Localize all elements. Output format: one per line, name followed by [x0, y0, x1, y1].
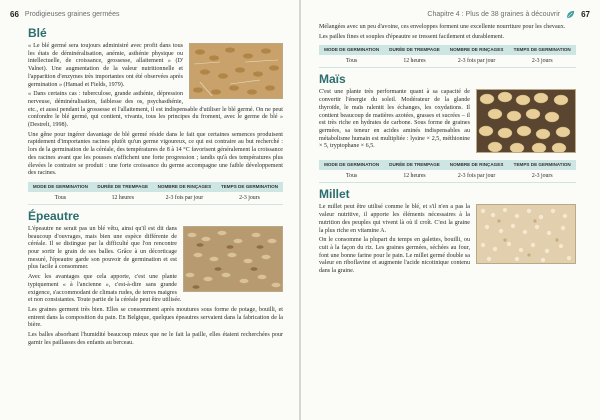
- table-header: TEMPS DE GERMINATION: [508, 45, 576, 55]
- heading-ble: Blé: [28, 26, 47, 40]
- table-cell: 2-3 jours: [508, 170, 576, 183]
- heading-millet: Millet: [319, 187, 350, 202]
- table-header: DURÉE DE TREMPAGE: [384, 160, 444, 170]
- table-cell: 2-3 fois par jour: [445, 55, 509, 68]
- mais-paragraph-1: C'est une plante très performante quant à sa capacité de convertir l'énergie du soleil. Modérateur de la glande thyroïde, le maïs ralentit les échanges, les oxydations. Il contient beaucoup de matières azotées, grasses et sucrées – il est très riche en hydrates de carbone. Sous forme de graines germées, sa teneur en acides aminés indispensables au métabolisme humain est multipliée : lysine × 2,5, méthionine × 5, tryptophane × 6,5.: [319, 89, 470, 150]
- photo-corn-kernels: [476, 89, 576, 153]
- right-running-head: [427, 8, 590, 20]
- photo-wheat-grains: [189, 43, 283, 99]
- leaf-icon: [566, 10, 575, 19]
- epeautre-paragraph-4: Les balles absorbant l'humidité beaucoup mieux que ne le fait la paille, elles étaient recherchées pour garnir les paillasses des enfants au berceau.: [28, 332, 283, 346]
- table-cell: 2-3 fois par jour: [153, 192, 216, 205]
- millet-paragraph-2: On le consomme la plupart du temps en galettes, bouilli, ou cuit à la façon du riz. Les graines germées, séchées au four, font une bonne farine pour le pain. Le millet germé double sa valeur en riboflavine et augmente l'acide nicotinique contenu dans la graine.: [319, 237, 470, 275]
- table-header: NOMBRE DE RINÇAGES: [445, 160, 509, 170]
- table-header: NOMBRE DE RINÇAGES: [445, 45, 509, 55]
- table-cell: Tous: [28, 192, 93, 205]
- table-header: TEMPS DE GERMINATION: [216, 182, 283, 192]
- photo-millet-grains: [476, 204, 576, 264]
- left-page: [0, 0, 299, 420]
- page-number-left: 66: [10, 9, 19, 19]
- germination-table-ble: [28, 182, 283, 205]
- ble-paragraph-1: « Le blé germé sera toujours administré avec profit dans tous les états de déminéralisation, anémie, asthénie physique ou intellectuelle, de croissance, grossesse, allaitement » (D' Valnet). Une augmentation de la valeur nutritionnelle et l'apparition d'enzymes très importantes ont été observées après germination » (Hamad et Fields, 1979).: [28, 43, 183, 88]
- table-header: MODE DE GERMINATION: [28, 182, 93, 192]
- table-row: [319, 170, 576, 183]
- intro-paragraph-2: Les pailles fines et souples d'épeautre se tressent facilement et durablement.: [319, 33, 505, 40]
- germination-table-mais: [319, 160, 576, 183]
- table-cell: 12 heures: [384, 55, 444, 68]
- table-cell: 2-3 jours: [508, 55, 576, 68]
- running-head-text-left: Prodigieuses graines germées: [24, 10, 120, 18]
- table-header: DURÉE DE TREMPAGE: [384, 45, 444, 55]
- running-head-text-right: Chapitre 4 : Plus de 38 graines à découvrir: [427, 10, 561, 18]
- table-cell: 2-3 fois par jour: [445, 170, 509, 183]
- ble-paragraph-3: Une gêne pour ingérer davantage de blé germé réside dans le fait que certaines semences produisent rapidement d'importantes racines plutôt qu'un germe vigoureux, ce qui est contraire au but recherché : lors de la germination de la céréale, des températures de 8 à 14 °C favorisent généralement la croissance des racines avant que les pousses n'affichent une forte progression ; tandis qu'à des températures plus élevées le contraire se produit : une forte croissance du germe accompagne une faible développement des racines.: [28, 131, 283, 177]
- intro-paragraph-1: Mélangées avec un peu d'avoine, ces enveloppes forment une excellente nourriture pour les chevaux.: [319, 24, 566, 30]
- table-cell: 12 heures: [93, 192, 153, 205]
- table-header: MODE DE GERMINATION: [319, 45, 384, 55]
- table-header: NOMBRE DE RINÇAGES: [153, 182, 216, 192]
- table-row: [28, 192, 283, 205]
- epeautre-paragraph-2: Avec les avantages que cela apporte, c'est une plante typiquement « à l'ancienne », c'est-à-dire sans grande exigence, s'accommodant de climats rudes, de terres maigres et non consistantes. Toute partie de la céréale peut être utilisée.: [28, 274, 182, 304]
- ble-paragraph-2: « Dans certains cas : tuberculose, grande asthénie, dépression nerveuse, déminéralisation, faiblesse des os, psychasthénie, etc., et aussi pendant la grossesse et l'allaitement, il est indispensable d'utiliser le blé germé. On ne peut confondre le blé germé, qui contient, vivants, tous les principes du froment, avec le germe de blé » (Destrelt, 1998).: [28, 91, 283, 129]
- germination-table-epeautre: [319, 45, 576, 68]
- table-cell: 2-3 jours: [216, 192, 283, 205]
- left-running-head: [10, 8, 119, 20]
- table-cell: Tous: [319, 170, 384, 183]
- table-header: DURÉE DE TREMPAGE: [93, 182, 153, 192]
- table-cell: Tous: [319, 55, 384, 68]
- table-header: MODE DE GERMINATION: [319, 160, 384, 170]
- millet-paragraph-1: Le millet peut être utilisé comme le blé, et s'il n'en a pas la valeur nutritive, il apporte les éléments nécessaires à la nutrition des peuples qui vivent là où il croît. C'est la graine la plus riche en vitamine A.: [319, 204, 470, 234]
- page-number-right: 67: [581, 9, 590, 19]
- table-cell: 12 heures: [384, 170, 444, 183]
- table-header: TEMPS DE GERMINATION: [508, 160, 576, 170]
- table-row: [319, 55, 576, 68]
- epeautre-paragraph-3: Les graines germent très bien. Elles se consomment après moutures sous forme de potage, bouilli, et entrent dans la composition du pain. En Belgique, quelques épeautres servaient dans la fabrication de la bière.: [28, 306, 283, 329]
- right-page: [301, 0, 600, 420]
- heading-mais: Maïs: [319, 72, 346, 87]
- photo-spelt-grains: [183, 226, 283, 292]
- heading-epeautre: Épeautre: [28, 208, 80, 223]
- epeautre-paragraph-1: L'épeautre ne serait pas un blé vêtu, ainsi qu'il est dit dans beaucoup d'ouvrages, mais bien une espèce différente de céréale. Il se distingue par la difficulté que l'on rencontre pour sortir le grain de ses balles. Grâce à un décorticage mesuré, l'épeautre garde son pouvoir de germination et est plus facile à consommer.: [28, 225, 177, 271]
